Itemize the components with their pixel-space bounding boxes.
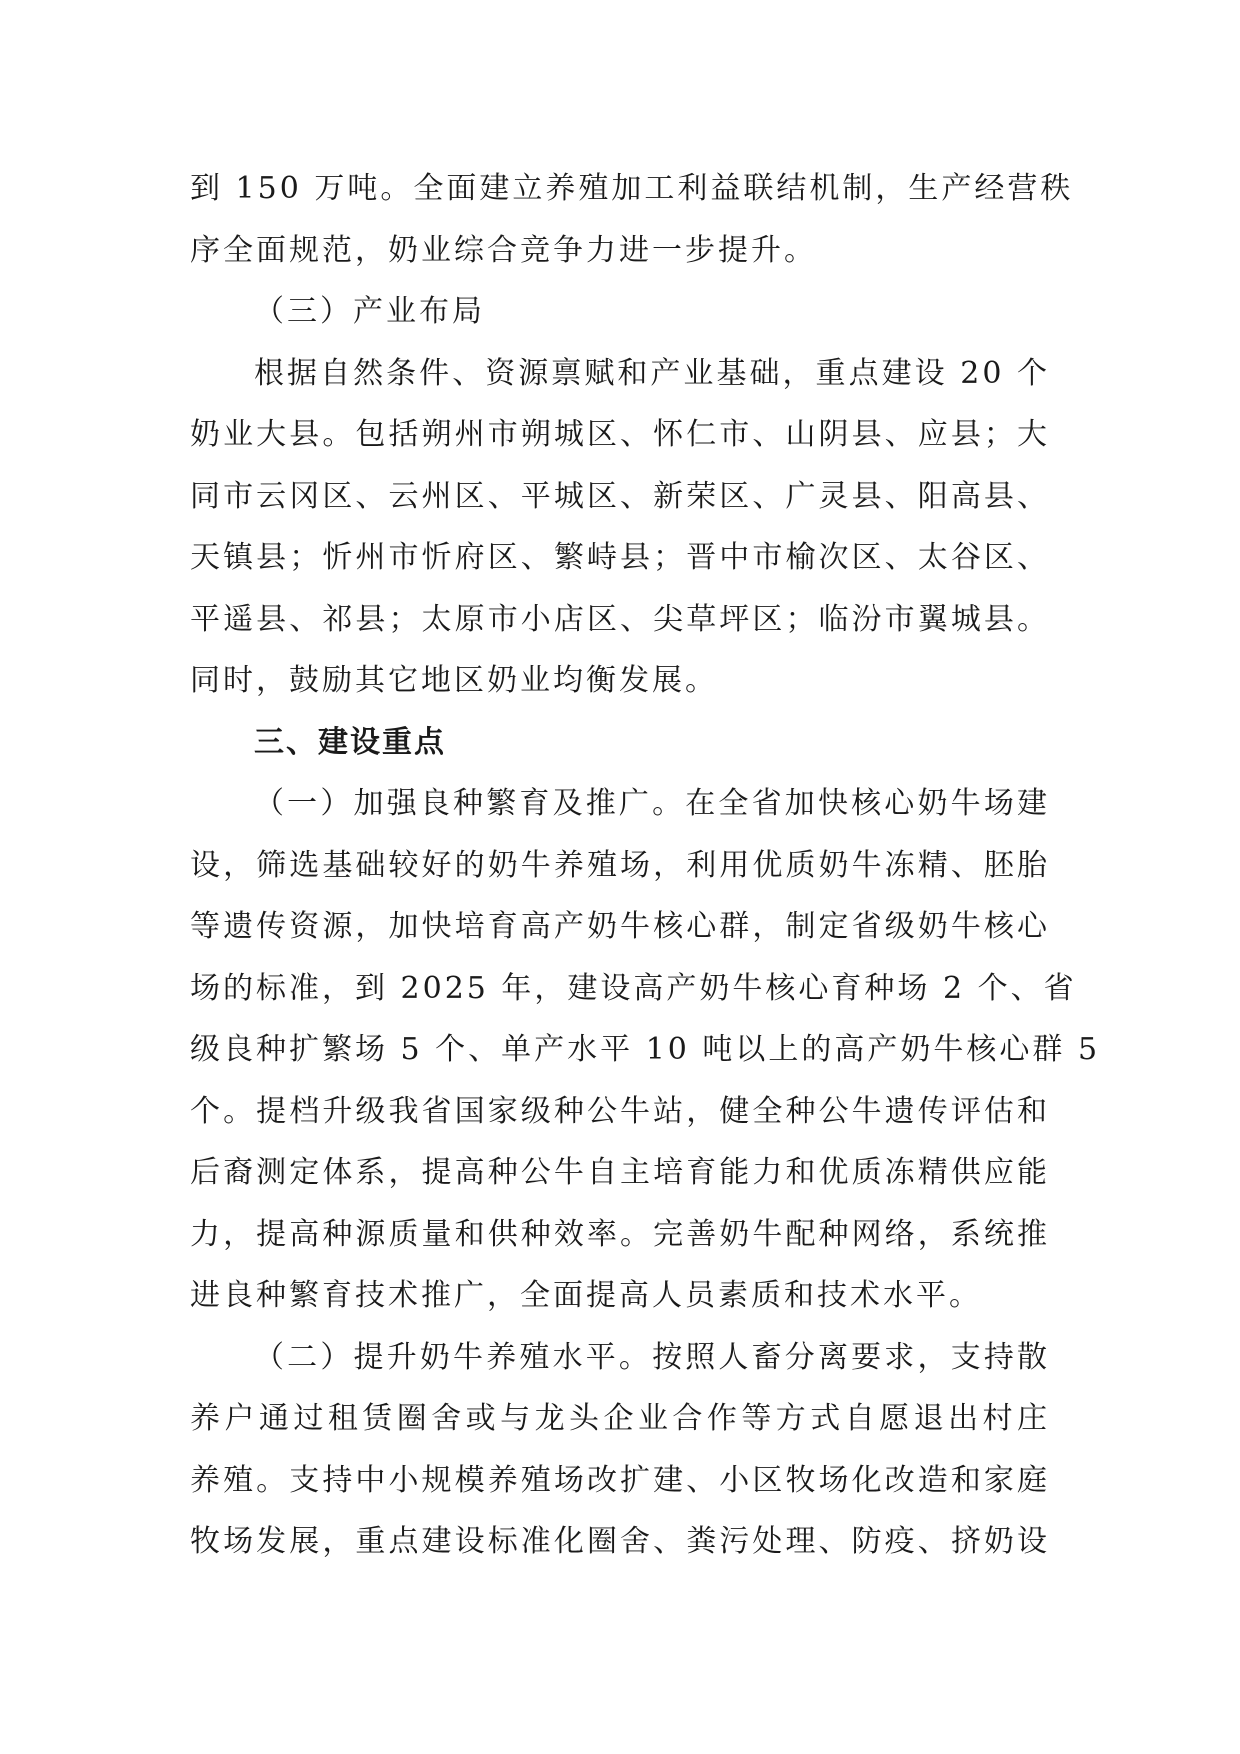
- paragraph-line: 等遗传资源，加快培育高产奶牛核心群，制定省级奶牛核心: [190, 909, 1050, 944]
- paragraph-line: 级良种扩繁场 5 个、单产水平 10 吨以上的高产奶牛核心群 5: [190, 1032, 1101, 1067]
- paragraph-line: 同市云冈区、云州区、平城区、新荣区、广灵县、阳高县、: [190, 478, 1050, 514]
- paragraph-line: 平遥县、祁县；太原市小店区、尖草坪区；临汾市翼城县。: [190, 601, 1050, 637]
- paragraph-line: 力，提高种源质量和供种效率。完善奶牛配种网络，系统推: [190, 1216, 1050, 1252]
- paragraph-line: （一）加强良种繁育及推广。在全省加快核心奶牛场建: [254, 786, 1050, 821]
- paragraph-line: 同时，鼓励其它地区奶业均衡发展。: [190, 663, 718, 698]
- paragraph-line: 奶业大县。包括朔州市朔城区、怀仁市、山阴县、应县；大: [190, 417, 1050, 452]
- paragraph-line: 到 150 万吨。全面建立养殖加工利益联结机制，生产经营秩: [190, 171, 1074, 206]
- paragraph-line: 场的标准，到 2025 年，建设高产奶牛核心育种场 2 个、省: [190, 970, 1077, 1006]
- paragraph-line: 养户通过租赁圈舍或与龙头企业合作等方式自愿退出村庄: [190, 1401, 1050, 1436]
- paragraph-line: 后裔测定体系，提高种公牛自主培育能力和优质冻精供应能: [190, 1155, 1050, 1190]
- paragraph-line: 天镇县；忻州市忻府区、繁峙县；晋中市榆次区、太谷区、: [190, 540, 1050, 575]
- document-body: [190, 158, 1101, 1573]
- section-heading: 三、建设重点: [254, 724, 446, 760]
- section-subheading: （三）产业布局: [254, 294, 485, 329]
- paragraph-line: 序全面规范，奶业综合竞争力进一步提升。: [190, 232, 817, 268]
- paragraph-line: 个。提档升级我省国家级种公牛站，健全种公牛遗传评估和: [190, 1093, 1050, 1129]
- paragraph-line: 进良种繁育技术推广，全面提高人员素质和技术水平。: [190, 1278, 982, 1313]
- paragraph-line: 牧场发展，重点建设标准化圈舍、粪污处理、防疫、挤奶设: [190, 1524, 1050, 1559]
- paragraph-line: （二）提升奶牛养殖水平。按照人畜分离要求，支持散: [254, 1339, 1050, 1375]
- paragraph-line: 设，筛选基础较好的奶牛养殖场，利用优质奶牛冻精、胚胎: [190, 847, 1050, 883]
- paragraph-line: 养殖。支持中小规模养殖场改扩建、小区牧场化改造和家庭: [190, 1462, 1050, 1498]
- paragraph-line: 根据自然条件、资源禀赋和产业基础，重点建设 20 个: [254, 355, 1050, 391]
